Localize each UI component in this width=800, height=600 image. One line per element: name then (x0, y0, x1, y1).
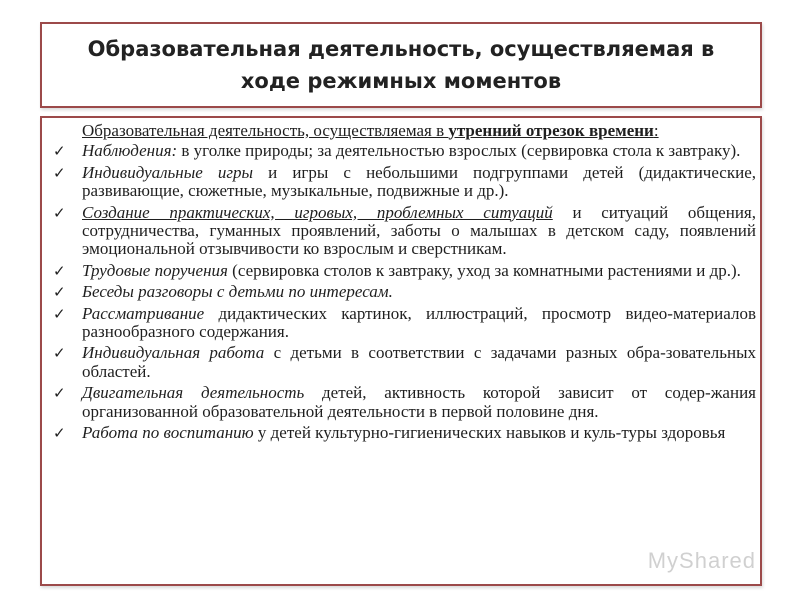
watermark: MyShared (647, 548, 756, 573)
check-icon: ✓ (53, 344, 66, 363)
content-frame (40, 116, 762, 586)
item-lead: Трудовые поручения (82, 260, 228, 280)
item-lead: Рассматривание (82, 303, 205, 323)
check-icon: ✓ (53, 261, 66, 280)
check-icon: ✓ (53, 304, 66, 323)
list-item (53, 343, 756, 381)
intro-suffix: : (653, 121, 659, 140)
title-frame (40, 22, 762, 108)
slide-title: Образовательная деятельность, осуществляемая в ходе режимных моментов (87, 37, 715, 93)
item-lead: Наблюдения: (82, 141, 178, 161)
item-text: детей, активность которой зависит от содер-жания организованной образовательной деятельности в первой половине дня. (82, 383, 756, 421)
item-lead: Беседы разговоры с детьми по интересам. (82, 282, 393, 302)
item-text: у детей культурно-гигиенических навыков и куль-туры здоровья (253, 423, 726, 443)
check-icon: ✓ (53, 283, 66, 302)
item-text: (сервировка столов к завтраку, уход за комнатными растениями и др.). (227, 260, 741, 280)
list-item (53, 383, 756, 421)
intro-bold: утренний отрезок времени (448, 121, 654, 140)
item-text: и ситуаций общения, сотрудничества, гуманных проявлений, заботы о малышах в детском саду, появлений эмоциональной отзывчивости ко взрослым и сверстникам. (82, 202, 756, 259)
activity-list (53, 141, 757, 443)
list-item (53, 260, 756, 280)
list-item (53, 303, 756, 342)
list-item (53, 202, 756, 259)
check-icon: ✓ (53, 384, 66, 403)
check-icon: ✓ (53, 142, 66, 161)
item-text: дидактических картинок, иллюстраций, просмотр видео-материалов разнообразного содержания. (82, 303, 756, 342)
item-lead: Двигательная деятельность (82, 383, 305, 403)
check-icon: ✓ (53, 203, 66, 222)
intro-line (82, 122, 756, 140)
check-icon: ✓ (53, 424, 66, 443)
item-lead: Создание практических, игровых, проблемных ситуаций (82, 202, 553, 222)
item-text: с детьми в соответствии с задачами разных обра-зовательных областей. (82, 343, 756, 381)
item-text: и игры с небольшими подгруппами детей (дидактические, развивающие, сюжетные, музыкальные, подвижные и др.). (82, 162, 757, 201)
item-lead: Работа по воспитанию (82, 423, 254, 443)
item-lead: Индивидуальная работа (82, 343, 265, 363)
text-area (53, 121, 757, 446)
intro-prefix: Образовательная деятельность, осуществляемая в (82, 121, 449, 140)
list-item (53, 423, 756, 443)
list-item (53, 141, 756, 161)
check-icon: ✓ (53, 163, 66, 182)
item-lead: Индивидуальные игры (82, 162, 254, 182)
item-text: в уголке природы; за деятельностью взрослых (сервировка стола к завтраку). (177, 141, 741, 161)
list-item (53, 282, 756, 302)
list-item (53, 162, 757, 201)
